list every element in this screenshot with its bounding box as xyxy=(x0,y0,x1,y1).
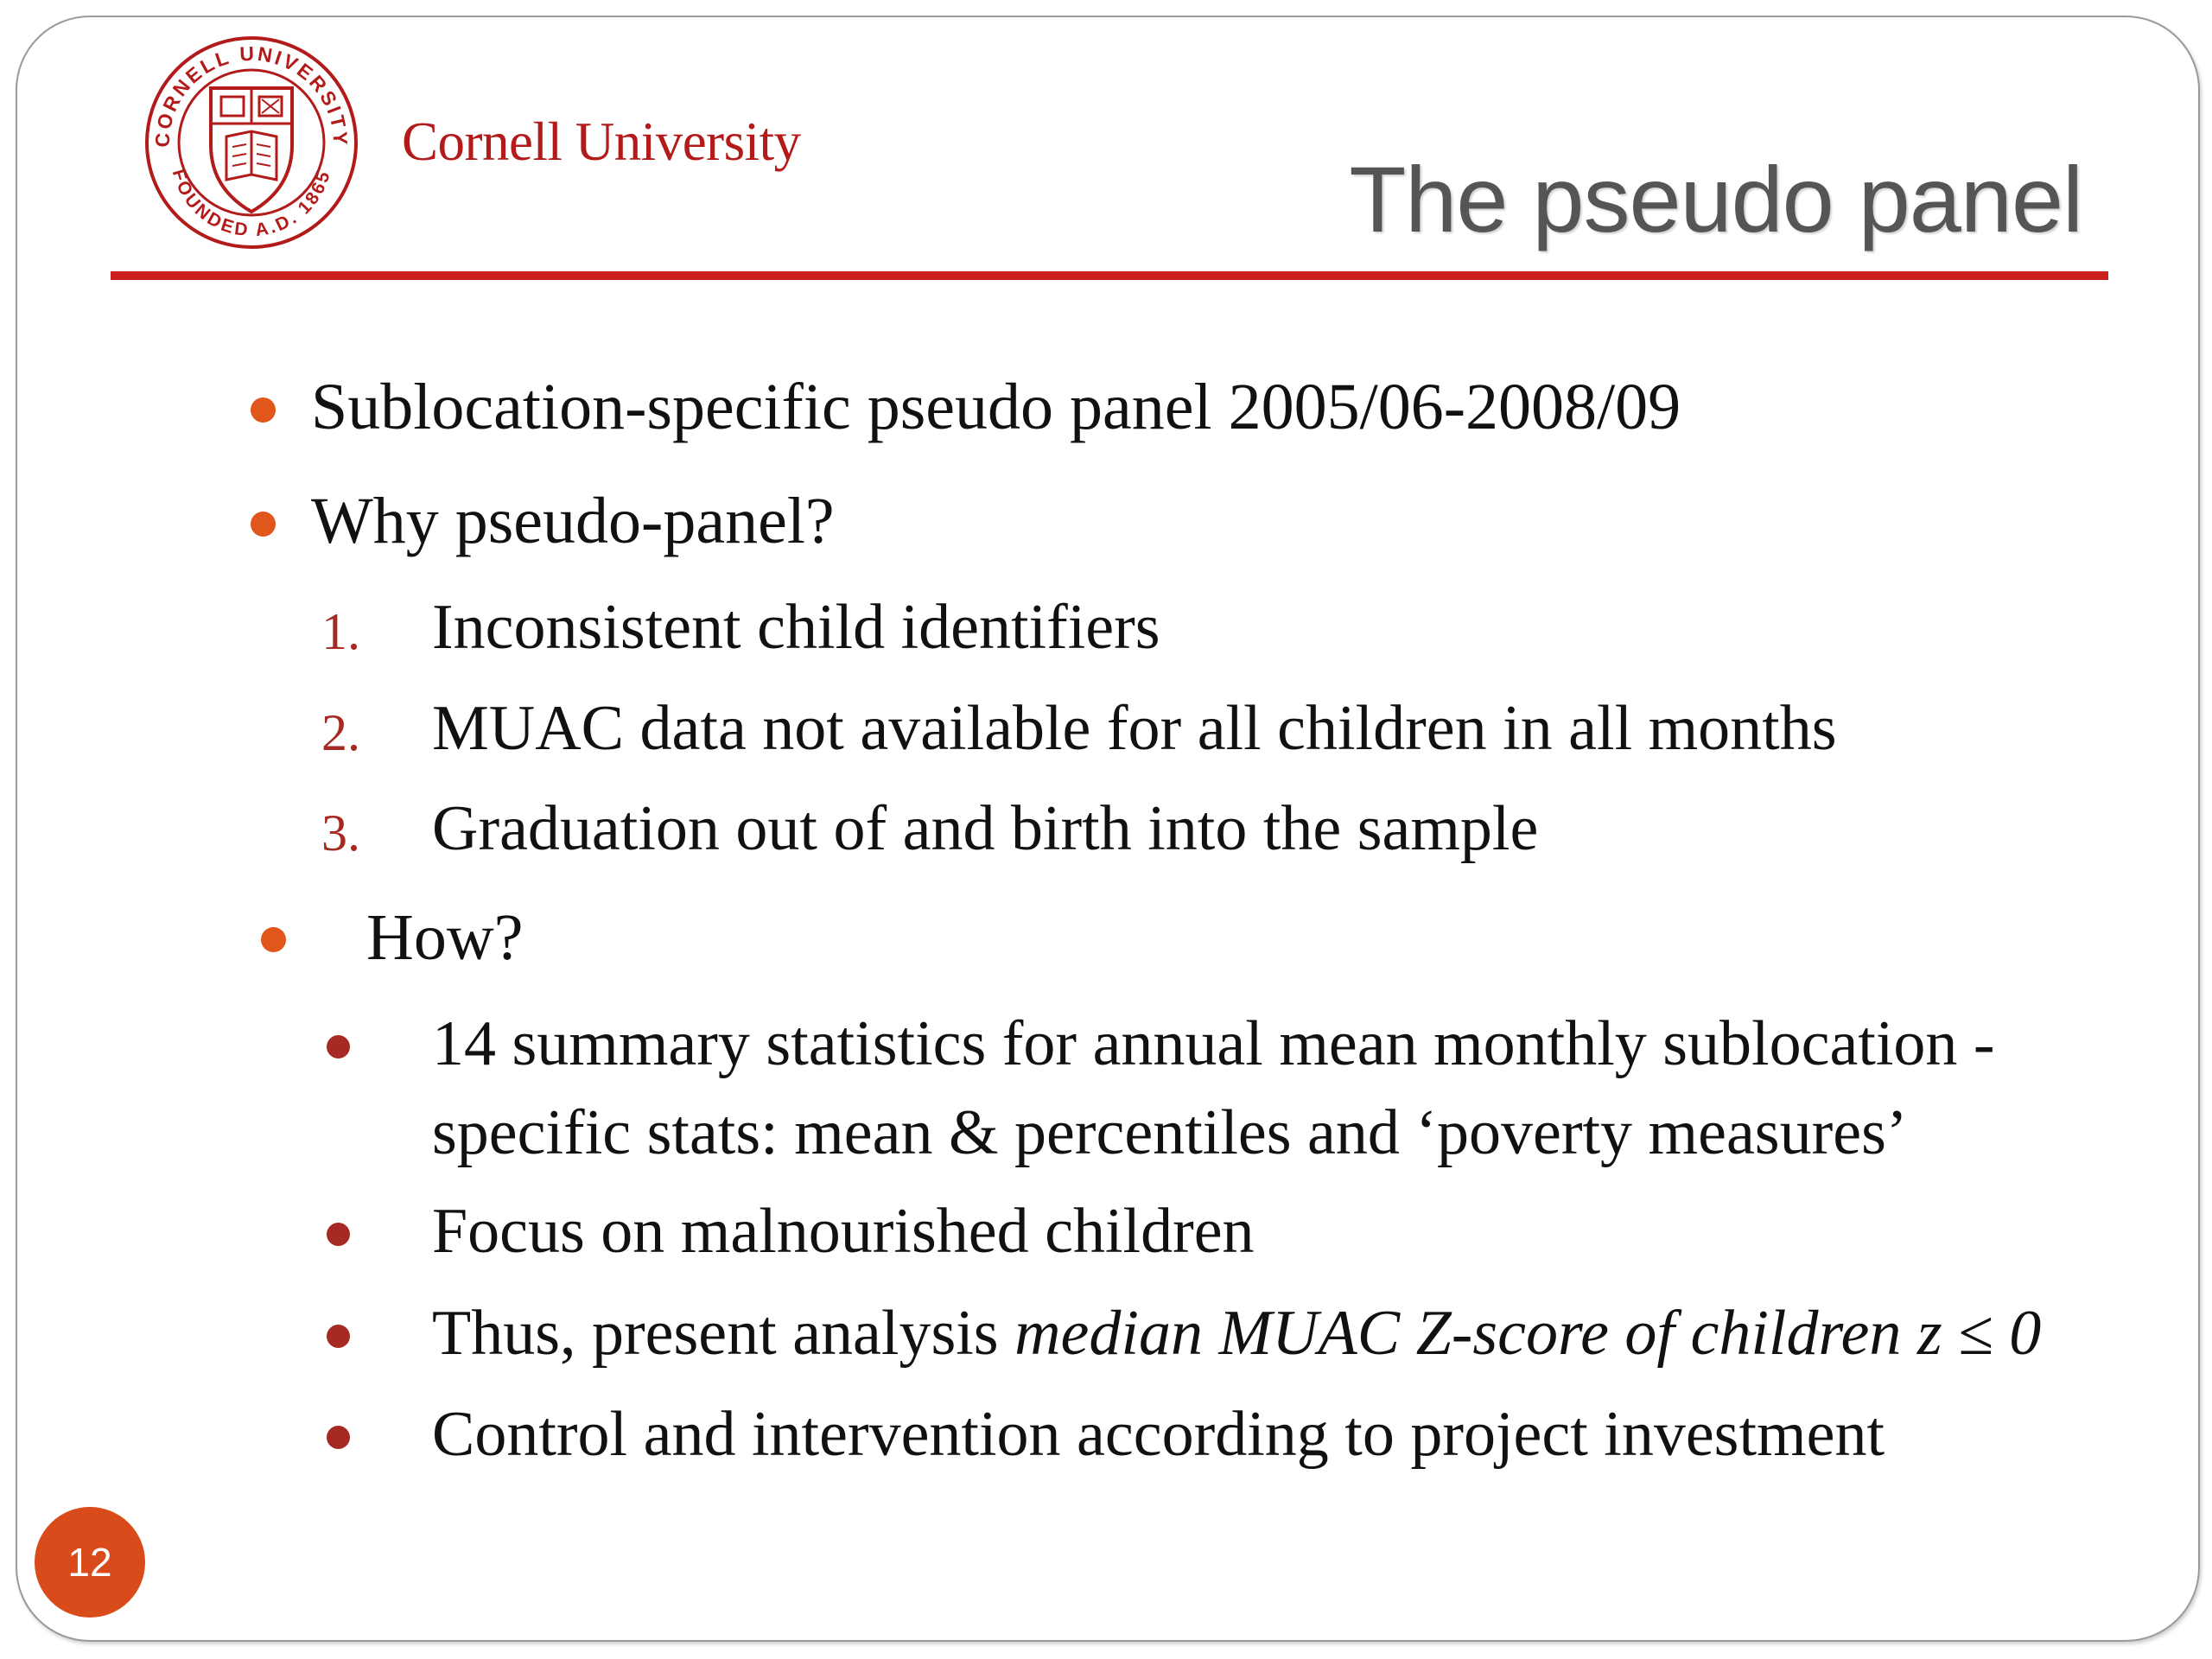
svg-text:FOUNDED A.D. 1865: FOUNDED A.D. 1865 xyxy=(168,167,335,241)
sub-bullet-text: Control and intervention according to project investment xyxy=(432,1399,1885,1470)
sub-bullet-icon xyxy=(327,1035,350,1058)
page-number-badge: 12 xyxy=(35,1507,145,1618)
item-number: 3. xyxy=(321,804,360,861)
sub-bullet-icon xyxy=(327,1426,350,1449)
bullet-text: Why pseudo-panel? xyxy=(311,485,835,557)
sub-bullet-text: Focus on malnourished children xyxy=(432,1196,1255,1267)
sub-bullet-text-italic: median MUAC Z-score of children z ≤ 0 xyxy=(1014,1298,2042,1369)
bullet-text: Sublocation-specific pseudo panel 2005/06-2008/09 xyxy=(311,371,1681,443)
sub-bullet-text-plain: Thus, present analysis xyxy=(432,1298,1015,1369)
item-text: MUAC data not available for all children in all months xyxy=(432,693,1837,764)
item-text: Inconsistent child identifiers xyxy=(432,592,1160,663)
sub-bullet-text-continued: specific stats: mean & percentiles and ‘poverty measures’ xyxy=(432,1097,1908,1168)
item-text: Graduation out of and birth into the sample xyxy=(432,793,1539,864)
bullet-icon xyxy=(251,397,276,423)
bullet-icon xyxy=(251,512,276,537)
item-number: 1. xyxy=(321,603,360,660)
sub-bullet-text xyxy=(432,1297,2041,1370)
brand-wordmark: Cornell University xyxy=(402,111,801,172)
bullet-icon xyxy=(261,927,286,952)
sub-bullet-icon xyxy=(327,1325,350,1348)
bullet-text: How? xyxy=(366,901,524,974)
sub-bullet-icon xyxy=(327,1223,350,1246)
svg-text:CORNELL UNIVERSITY: CORNELL UNIVERSITY xyxy=(150,41,353,148)
item-number: 2. xyxy=(321,704,360,761)
sub-bullet-text: 14 summary statistics for annual mean monthly sublocation - xyxy=(432,1008,1995,1079)
slide-title: The pseudo panel xyxy=(1349,147,2082,251)
